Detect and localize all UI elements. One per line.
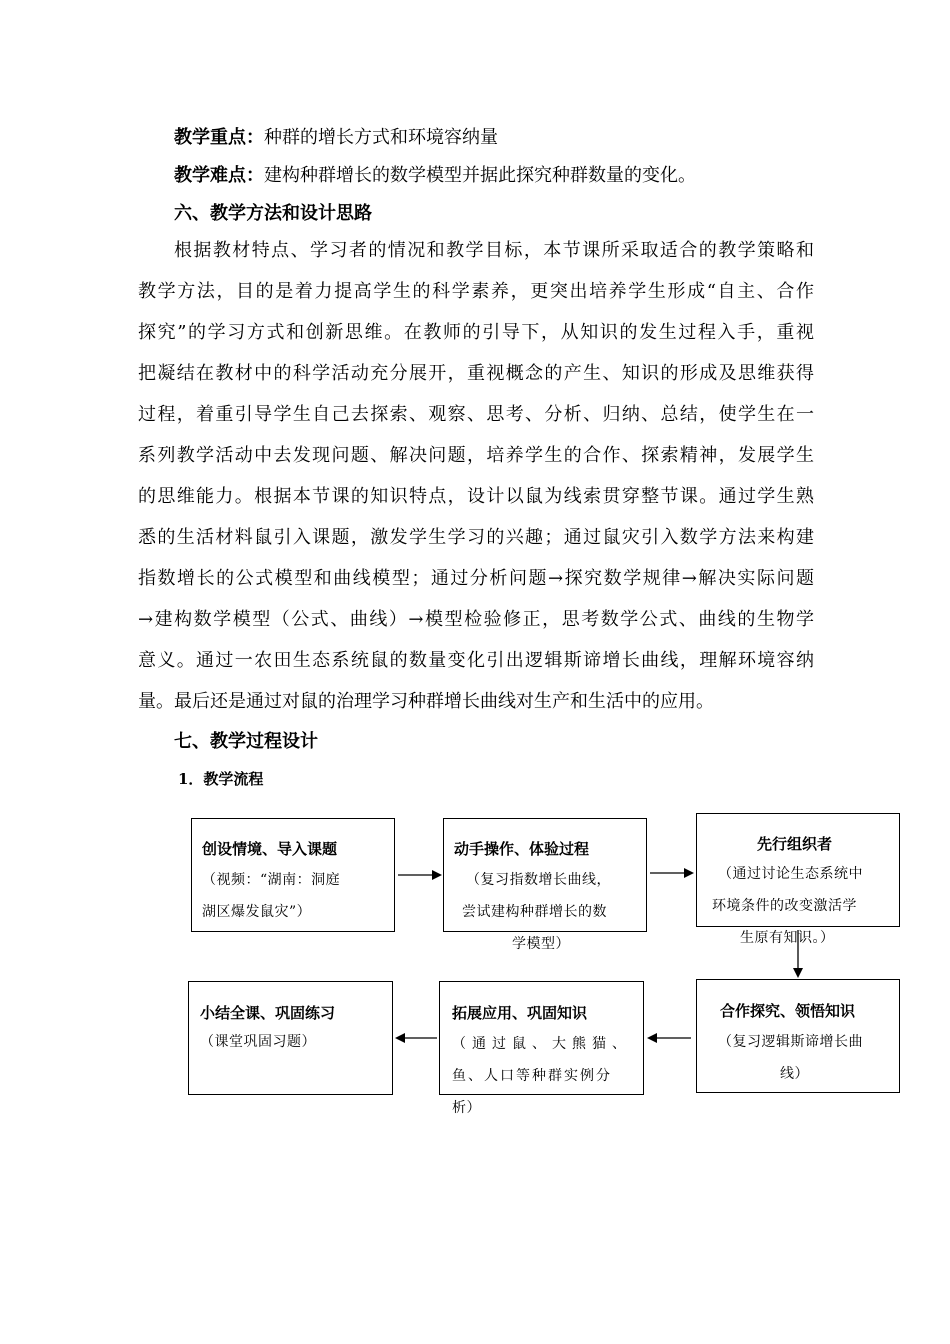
- flow-box-experience-line: 尝试建构种群增长的数: [462, 904, 607, 920]
- flow-box-experience-line: （复习指数增长曲线，: [466, 872, 611, 888]
- flow-box-explore-line: 线）: [780, 1066, 809, 1082]
- paragraph-line: 过程，着重引导学生自己去探索、观察、思考、分析、归纳、总结，使学生在一: [138, 404, 814, 425]
- flow-box-extend-title: 拓展应用、巩固知识: [452, 1004, 588, 1022]
- flow-box-summary-title: 小结全课、巩固练习: [200, 1004, 336, 1022]
- flow-box-experience-title: 动手操作、体验过程: [454, 840, 590, 858]
- key-point: [174, 127, 498, 149]
- paragraph-line: 量。最后还是通过对鼠的治理学习种群增长曲线对生产和生活中的应用。: [138, 691, 714, 712]
- section6-heading: 六、教学方法和设计思路: [174, 203, 372, 224]
- flow-box-explore-title: 合作探究、领悟知识: [720, 1002, 856, 1020]
- paragraph-line: 的思维能力。根据本节课的知识特点，设计以鼠为线索贯穿整节课。通过学生熟: [138, 486, 814, 507]
- paragraph-line: 把凝结在教材中的科学活动充分展开，重视概念的产生、知识的形成及思维获得: [138, 363, 814, 384]
- difficult-point-text: 建构种群增长的数学模型并据此探究种群数量的变化。: [264, 165, 696, 186]
- flow-box-organizer-line: （通过讨论生态系统中: [718, 866, 863, 882]
- arrow-right-icon: [648, 865, 696, 881]
- paragraph-line: 指数增长的公式模型和曲线模型；通过分析问题→探究数学规律→解决实际问题: [138, 568, 814, 589]
- flow-box-intro-line: 湖区爆发鼠灾”）: [202, 904, 312, 920]
- key-point-label: 教学重点：: [174, 127, 264, 148]
- difficult-point-label: 教学难点：: [174, 165, 264, 186]
- paragraph-line: →建构数学模型（公式、曲线）→模型检验修正，思考数学公式、曲线的生物学: [138, 609, 814, 630]
- key-point-text: 种群的增长方式和环境容纳量: [264, 127, 498, 148]
- arrow-left-icon: [645, 1030, 693, 1046]
- arrow-left-icon: [393, 1030, 439, 1046]
- difficult-point: [174, 165, 696, 187]
- flow-box-extend-line: 鱼、人口等种群实例分: [452, 1068, 612, 1084]
- flow-box-intro-title: 创设情境、导入课题: [202, 840, 338, 858]
- paragraph-line: 悉的生活材料鼠引入课题，激发学生学习的兴趣；通过鼠灾引入数学方法来构建: [138, 527, 814, 548]
- flow-box-explore-line: （复习逻辑斯谛增长曲: [718, 1034, 863, 1050]
- section7-subheading: 1．教学流程: [178, 770, 264, 788]
- paragraph-line: 意义。通过一农田生态系统鼠的数量变化引出逻辑斯谛增长曲线，理解环境容纳: [138, 650, 814, 671]
- arrow-down-icon: [790, 928, 806, 980]
- paragraph-line: 教学方法，目的是着力提高学生的科学素养，更突出培养学生形成“自主、合作: [138, 281, 814, 302]
- paragraph-line: 系列教学活动中去发现问题、解决问题，培养学生的合作、探索精神，发展学生: [138, 445, 814, 466]
- paragraph-line: 探究”的学习方式和创新思维。在教师的引导下，从知识的发生过程入手，重视: [138, 322, 814, 343]
- arrow-right-icon: [396, 867, 444, 883]
- flow-box-organizer-line: 生原有知识。）: [740, 930, 835, 946]
- flow-box-extend-line: （通过鼠、大熊猫、: [452, 1036, 632, 1052]
- paragraph-line: 根据教材特点、学习者的情况和教学目标，本节课所采取适合的教学策略和: [174, 240, 814, 261]
- section7-heading: 七、教学过程设计: [174, 731, 318, 752]
- flow-box-extend-line: 析）: [452, 1100, 481, 1116]
- flow-box-organizer-title: 先行组织者: [757, 835, 833, 853]
- flow-box-experience-line: 学模型）: [512, 936, 570, 952]
- flow-box-summary-line: （课堂巩固习题）: [200, 1034, 316, 1050]
- flow-box-intro-line: （视频：“湖南：洞庭: [202, 872, 341, 888]
- flow-box-organizer-line: 环境条件的改变激活学: [712, 898, 857, 914]
